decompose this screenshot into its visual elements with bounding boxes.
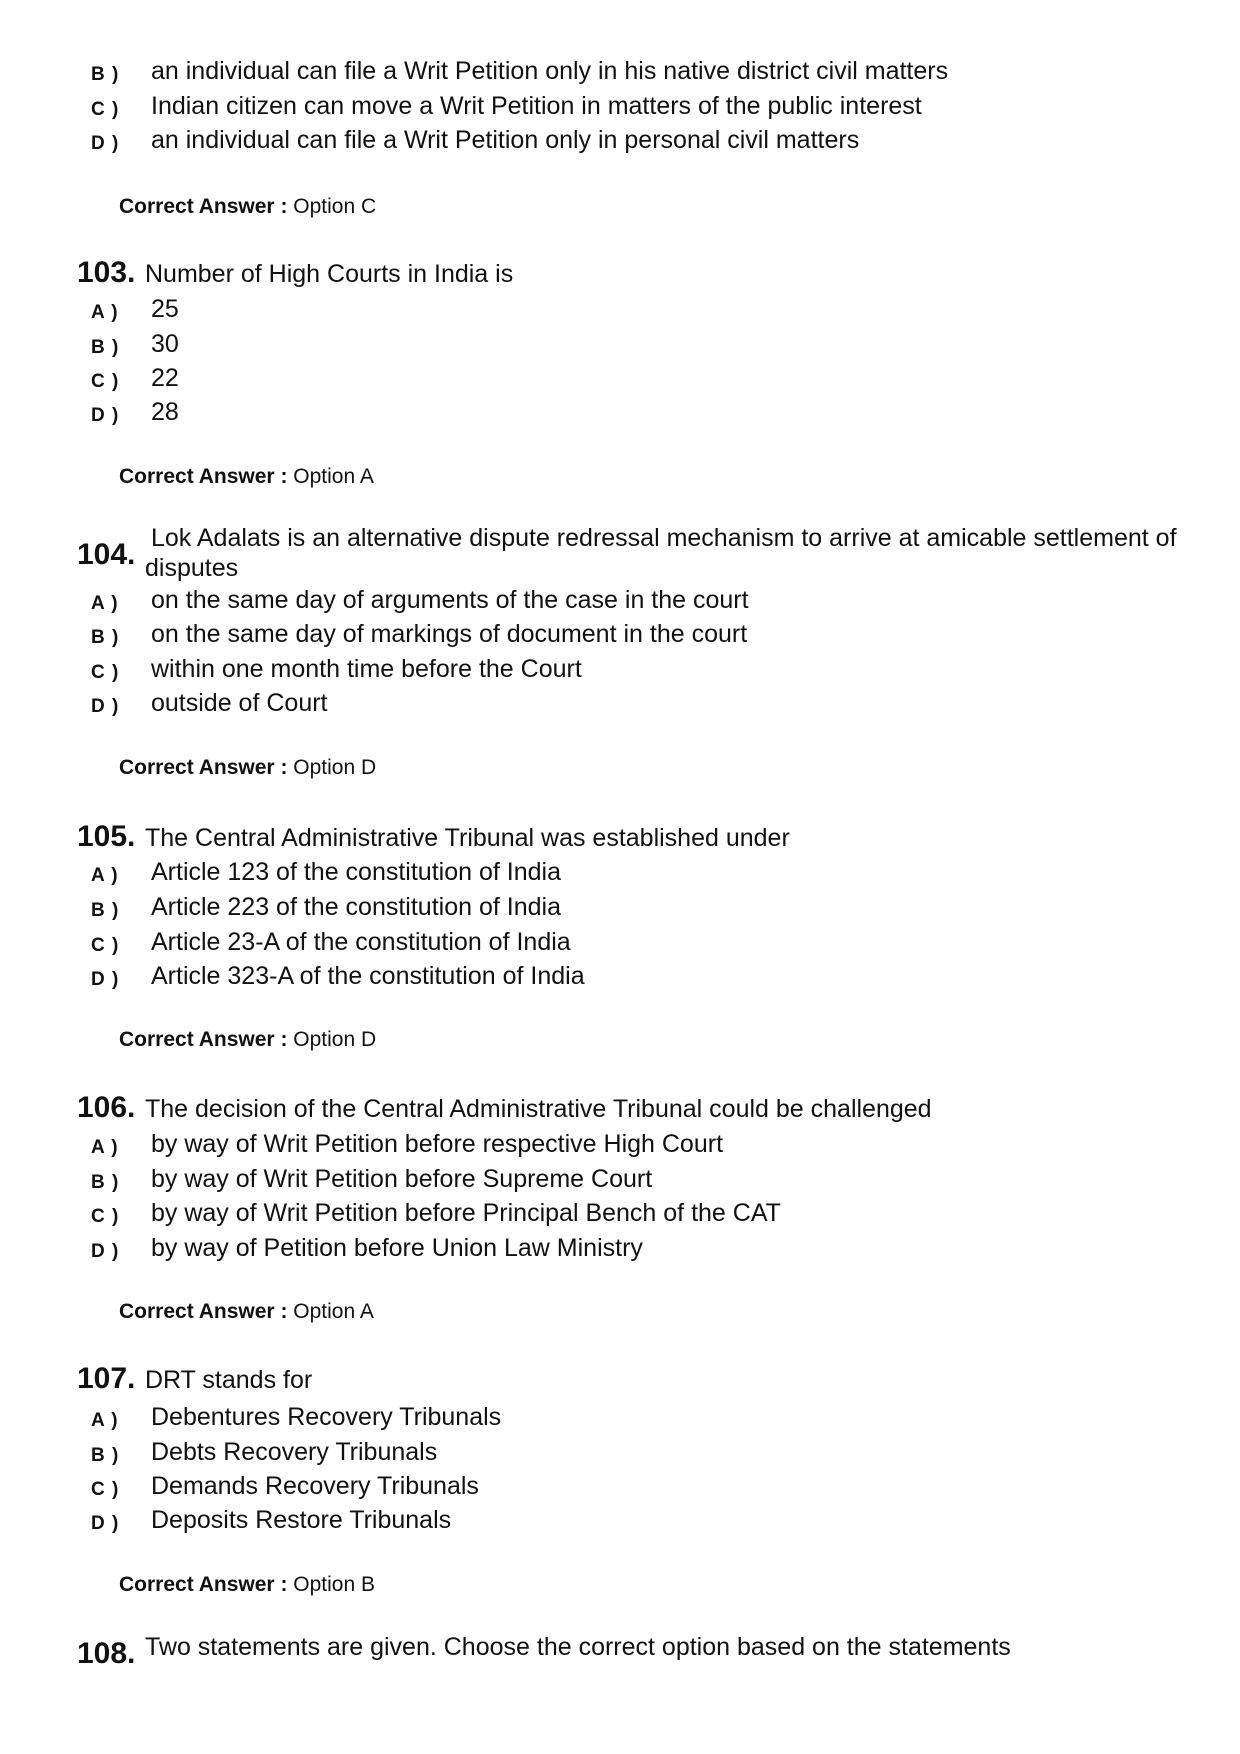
correct-answer-value: Option D <box>293 756 377 779</box>
option-text: 22 <box>151 364 179 392</box>
correct-answer-label: Correct Answer : <box>119 1028 288 1051</box>
option-item <box>0 893 1180 927</box>
correct-answer-value: Option C <box>293 195 377 218</box>
correct-answer <box>119 1573 375 1597</box>
option-letter: C ) <box>91 99 120 120</box>
option-letter: B ) <box>91 900 120 921</box>
option-item <box>0 962 1180 996</box>
option-letter: C ) <box>91 1479 120 1500</box>
option-text: Debts Recovery Tribunals <box>151 1438 438 1466</box>
correct-answer-value: Option B <box>293 1573 375 1596</box>
option-letter: A ) <box>91 865 119 886</box>
question-number: 108. <box>77 1637 136 1670</box>
question-number: 106. <box>77 1091 136 1124</box>
question-text: Two statements are given. Choose the correct option based on the statements <box>145 1633 1011 1661</box>
option-letter: A ) <box>91 1137 119 1158</box>
question-number: 107. <box>77 1362 136 1395</box>
option-letter: D ) <box>91 1241 120 1262</box>
correct-answer-label: Correct Answer : <box>119 195 288 218</box>
option-text: an individual can file a Writ Petition only in his native district civil matters <box>151 57 949 85</box>
option-item <box>0 586 1180 620</box>
option-letter: B ) <box>91 337 120 358</box>
question-text: DRT stands for <box>145 1366 313 1394</box>
option-text: by way of Writ Petition before Principal Bench of the CAT <box>151 1199 781 1227</box>
correct-answer <box>119 195 376 219</box>
option-item <box>0 1438 1180 1472</box>
option-item <box>0 1199 1180 1233</box>
option-text: 30 <box>151 330 179 358</box>
option-letter: D ) <box>91 1513 120 1534</box>
option-text: on the same day of markings of document in the court <box>151 620 748 648</box>
option-item <box>0 928 1180 962</box>
option-item <box>0 126 1180 160</box>
option-item <box>0 1165 1180 1199</box>
correct-answer-label: Correct Answer : <box>119 756 288 779</box>
option-letter: C ) <box>91 662 120 683</box>
option-text: by way of Petition before Union Law Ministry <box>151 1234 643 1262</box>
option-text: an individual can file a Writ Petition only in personal civil matters <box>151 126 860 154</box>
option-letter: A ) <box>91 302 119 323</box>
correct-answer <box>119 1300 374 1324</box>
option-letter: A ) <box>91 1410 119 1431</box>
correct-answer-label: Correct Answer : <box>119 1573 288 1596</box>
question-number: 104. <box>77 538 136 571</box>
option-item <box>0 92 1180 126</box>
option-text: by way of Writ Petition before respective High Court <box>151 1130 724 1158</box>
option-letter: B ) <box>91 64 120 85</box>
option-item <box>0 1472 1180 1506</box>
option-item <box>0 1234 1180 1268</box>
option-text: within one month time before the Court <box>151 655 582 683</box>
option-item <box>0 364 1180 398</box>
correct-answer-label: Correct Answer : <box>119 465 288 488</box>
correct-answer-value: Option A <box>293 1300 374 1323</box>
question-text: Number of High Courts in India is <box>145 260 514 288</box>
option-letter: D ) <box>91 133 120 154</box>
question-text: The decision of the Central Administrative Tribunal could be challenged <box>145 1095 932 1123</box>
correct-answer-value: Option A <box>293 465 374 488</box>
question-text: The Central Administrative Tribunal was established under <box>145 824 790 852</box>
option-text: Article 123 of the constitution of India <box>151 858 561 886</box>
option-item <box>0 295 1180 329</box>
option-item <box>0 1403 1180 1437</box>
option-text: Debentures Recovery Tribunals <box>151 1403 502 1431</box>
option-letter: A ) <box>91 593 119 614</box>
option-text: by way of Writ Petition before Supreme Court <box>151 1165 653 1193</box>
option-letter: B ) <box>91 627 120 648</box>
option-item <box>0 655 1180 689</box>
option-item <box>0 689 1180 723</box>
option-letter: C ) <box>91 1206 120 1227</box>
option-item <box>0 398 1180 432</box>
option-letter: D ) <box>91 405 120 426</box>
option-text: Article 23-A of the constitution of India <box>151 928 571 956</box>
option-text: 25 <box>151 295 179 323</box>
option-text: on the same day of arguments of the case in the court <box>151 586 749 614</box>
correct-answer-label: Correct Answer : <box>119 1300 288 1323</box>
option-item <box>0 1130 1180 1164</box>
option-text: Demands Recovery Tribunals <box>151 1472 479 1500</box>
option-text: 28 <box>151 398 179 426</box>
question-text: Lok Adalats is an alternative dispute redressal mechanism to arrive at amicable settlement of disputes <box>145 524 1177 582</box>
option-text: Deposits Restore Tribunals <box>151 1506 452 1534</box>
correct-answer <box>119 1028 376 1052</box>
correct-answer-value: Option D <box>293 1028 377 1051</box>
option-item <box>0 1506 1180 1540</box>
option-item <box>0 330 1180 364</box>
option-letter: C ) <box>91 371 120 392</box>
option-item <box>0 620 1180 654</box>
option-letter: D ) <box>91 696 120 717</box>
option-text: Indian citizen can move a Writ Petition in matters of the public interest <box>151 92 922 120</box>
correct-answer <box>119 465 374 489</box>
option-text: Article 323-A of the constitution of India <box>151 962 585 990</box>
option-letter: B ) <box>91 1445 120 1466</box>
correct-answer <box>119 756 376 780</box>
option-item <box>0 57 1180 91</box>
option-letter: B ) <box>91 1172 120 1193</box>
question-number: 103. <box>77 256 136 289</box>
option-letter: C ) <box>91 935 120 956</box>
question-number: 105. <box>77 820 136 853</box>
option-text: outside of Court <box>151 689 328 717</box>
option-item <box>0 858 1180 892</box>
option-text: Article 223 of the constitution of India <box>151 893 561 921</box>
option-letter: D ) <box>91 969 120 990</box>
